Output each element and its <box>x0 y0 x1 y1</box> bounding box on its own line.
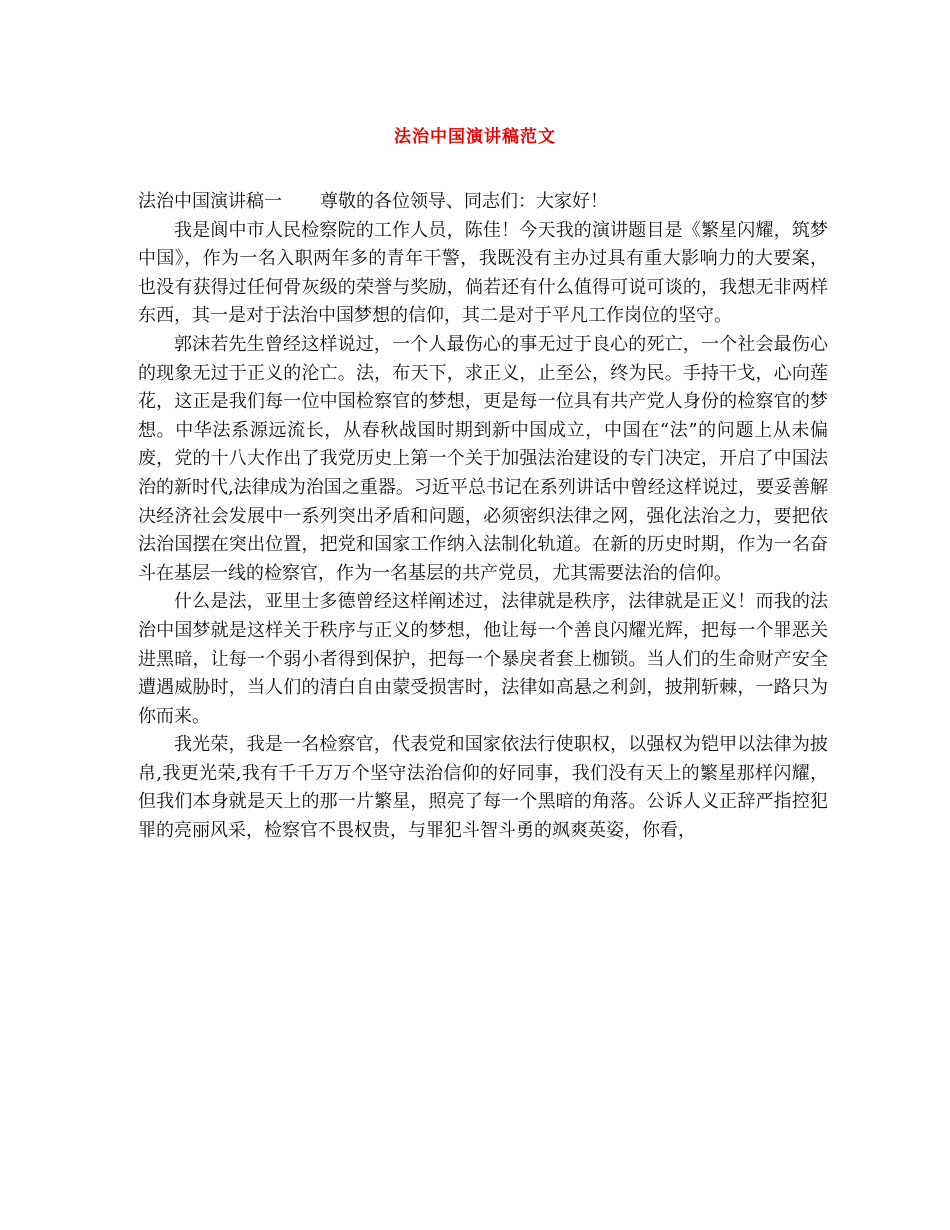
paragraph-1: 我是阆中市人民检察院的工作人员，陈佳！今天我的演讲题目是《繁星闪耀，筑梦中国》，作为一名入职两年多的青年干警，我既没有主办过具有重大影响力的大要案，也没有获得过任何骨灰级的荣誉与奖励，倘若还有什么值得可说可谈的，我想无非两样东西，其一是对于法治中国梦想的信仰，其二是对于平凡工作岗位的坚守。 <box>138 219 828 327</box>
paragraph-3: 什么是法，亚里士多德曾经这样阐述过，法律就是秩序，法律就是正义！而我的法治中国梦就是这样关于秩序与正义的梦想，他让每一个善良闪耀光辉，把每一个罪恶关进黑暗，让每一个弱小者得到保护，把每一个暴戾者套上枷锁。当人们的生命财产安全遭遇威胁时，当人们的清白自由蒙受损害时，法律如高悬之利剑，披荆斩棘，一路只为你而来。 <box>138 591 828 727</box>
document-title: 法治中国演讲稿范文 <box>394 127 556 147</box>
paragraph-4: 我光荣，我是一名检察官，代表党和国家依法行使职权，以强权为铠甲以法律为披帛,我更光荣,我有千千万万个坚守法治信仰的好同事，我们没有天上的繁星那样闪耀，但我们本身就是天上的那一片繁星，照亮了每一个黑暗的角落。公诉人义正辞严指控犯罪的亮丽风采，检察官不畏权贵，与罪犯斗智斗勇的飒爽英姿，你看， <box>138 734 828 842</box>
intro-line <box>138 188 828 217</box>
greeting: 尊敬的各位领导、同志们：大家好！ <box>320 191 608 212</box>
paragraph-2: 郭沫若先生曾经这样说过，一个人最伤心的事无过于良心的死亡，一个社会最伤心的现象无过于正义的沦亡。法，布天下，求正义，止至公，终为民。手持干戈，心向莲花，这正是我们每一位中国检察官的梦想，更是每一位具有共产党人身份的检察官的梦想。中华法系源远流长，从春秋战国时期到新中国成立，中国在“法”的问题上从未偏废，党的十八大作出了我党历史上第一个关于加强法治建设的专门决定，开启了中国法治的新时代,法律成为治国之重器。习近平总书记在系列讲话中曾经这样说过，要妥善解决经济社会发展中一系列突出矛盾和问题，必须密织法律之网，强化法治之力，要把依法治国摆在突出位置，把党和国家工作纳入法制化轨道。在新的历史时期，作为一名奋斗在基层一线的检察官，作为一名基层的共产党员，尤其需要法治的信仰。 <box>138 333 828 584</box>
intro-label: 法治中国演讲稿一 <box>138 191 282 212</box>
document-body <box>138 188 828 846</box>
